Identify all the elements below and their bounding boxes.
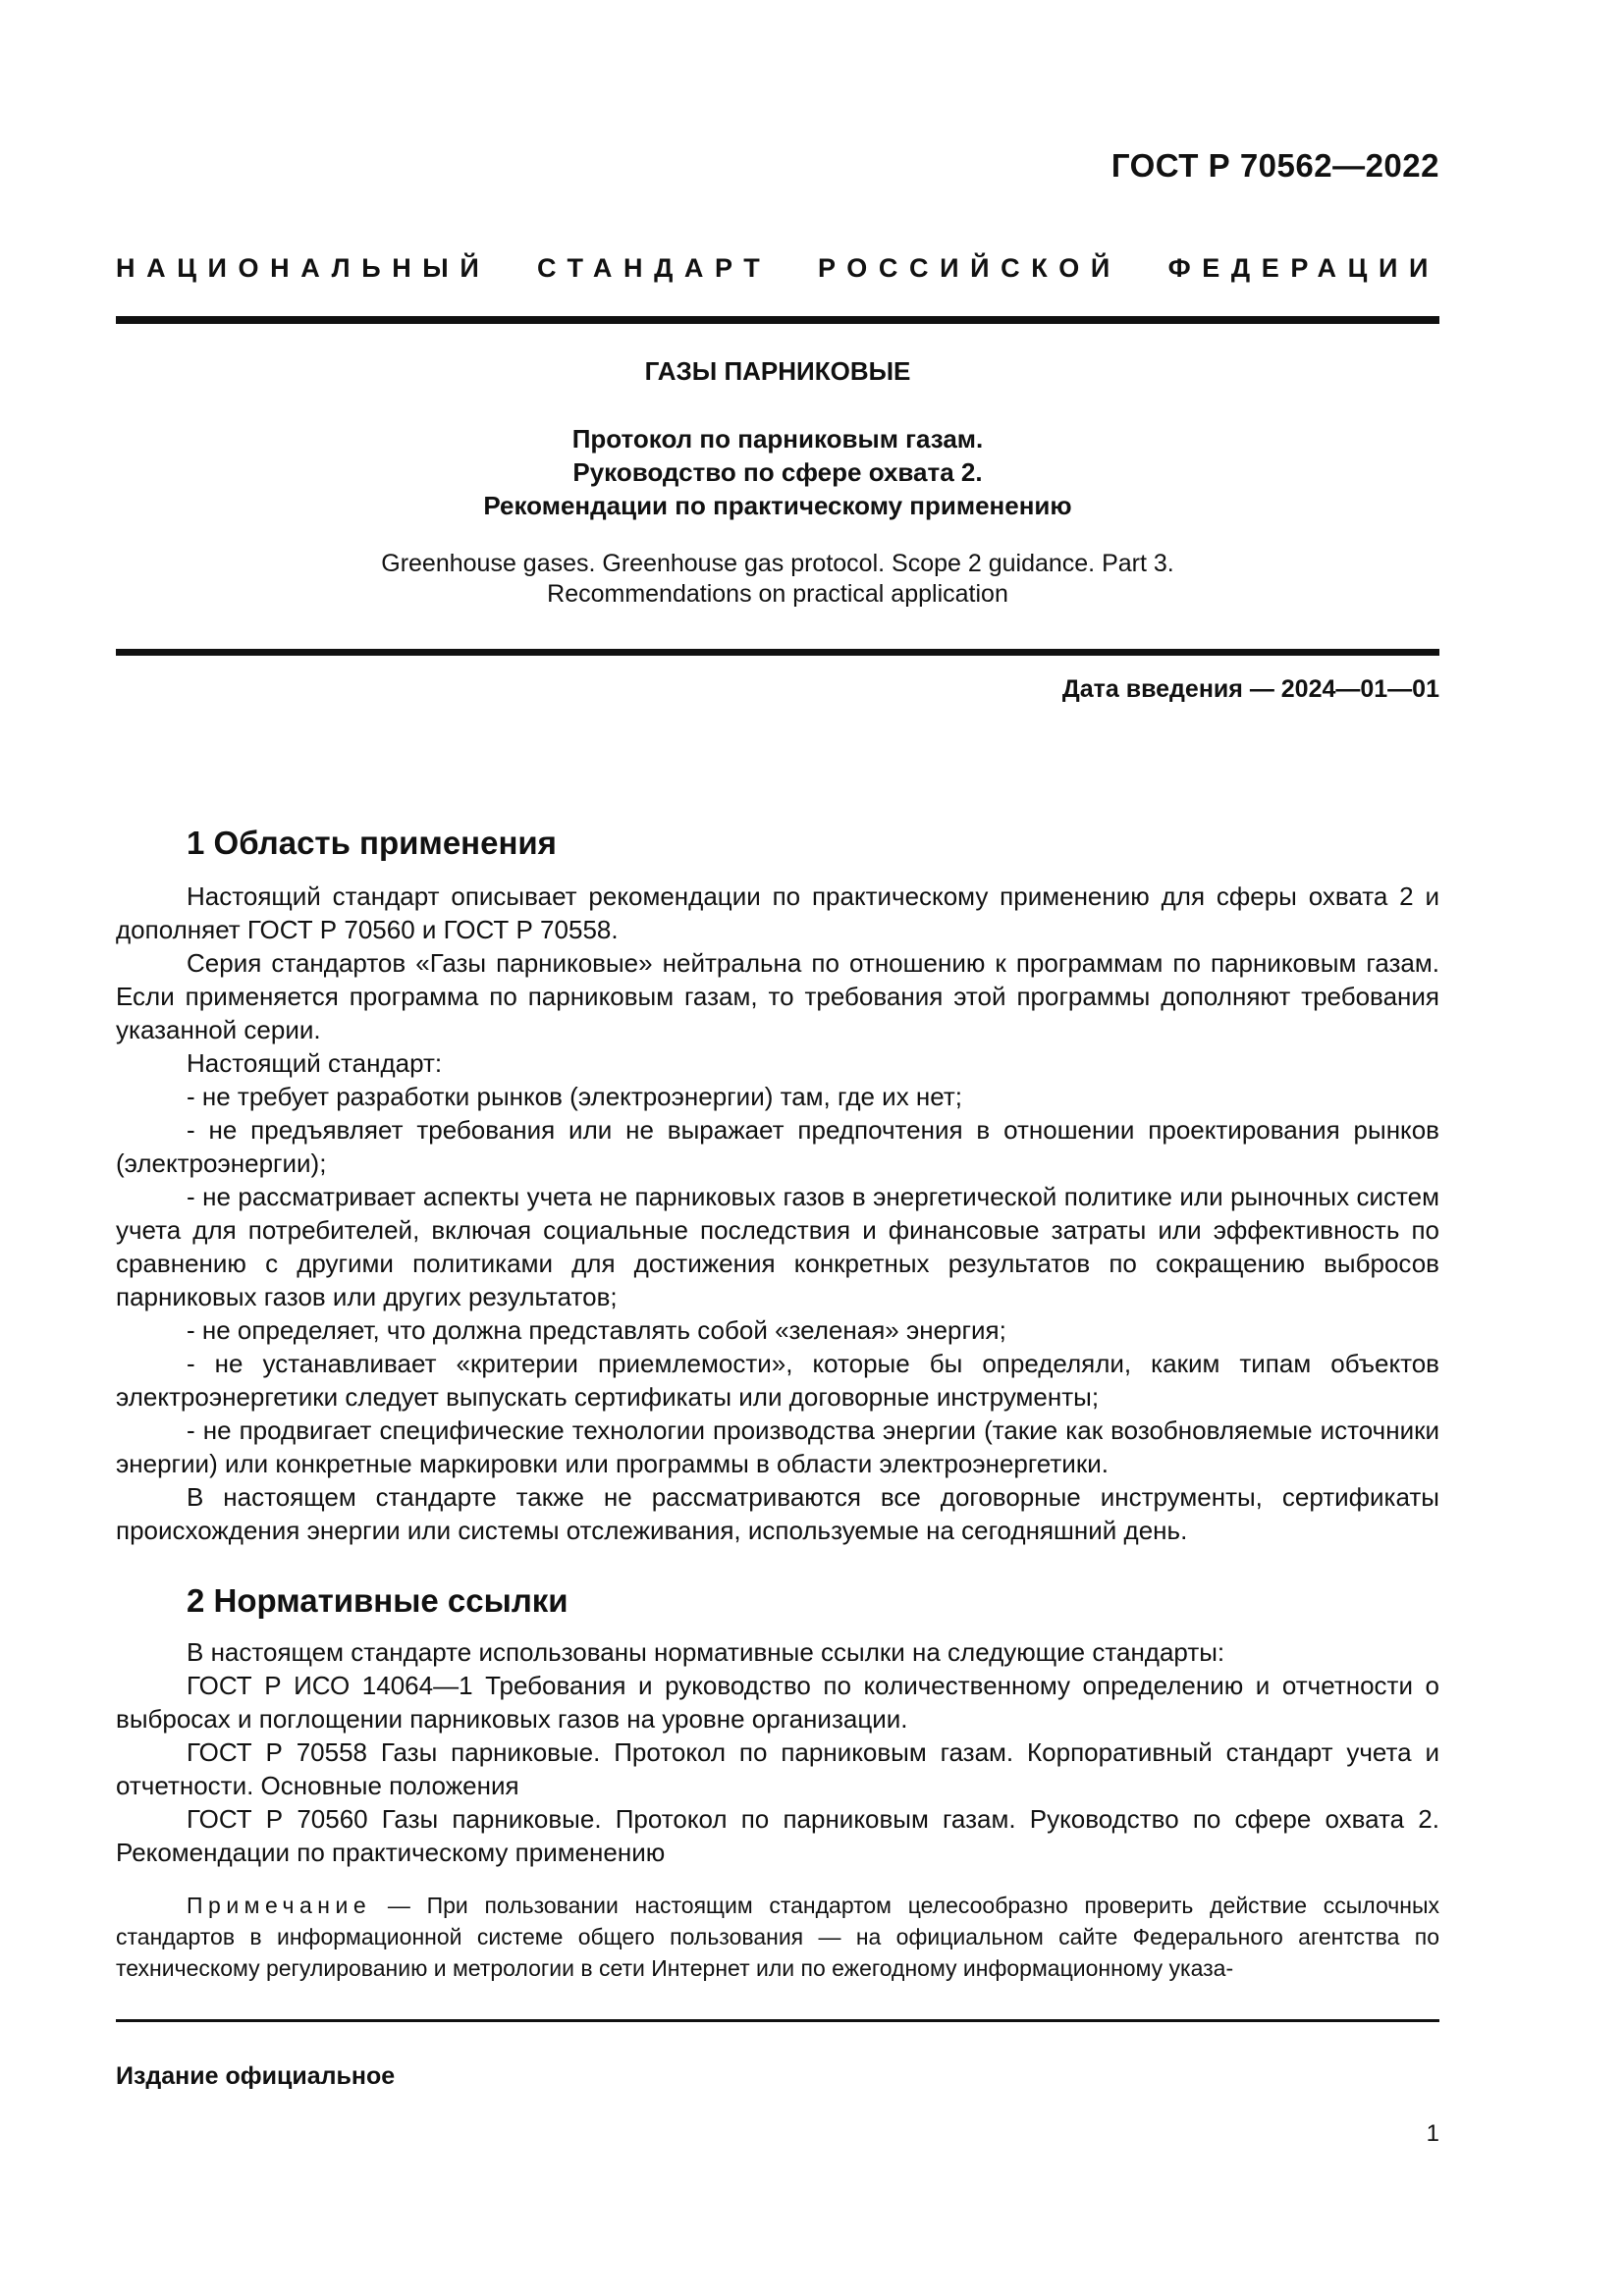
document-code: ГОСТ Р 70562—2022: [1110, 147, 1439, 184]
section-1-heading: 1 Область применения: [187, 825, 557, 861]
header-rule: [116, 316, 1439, 324]
document-subtitle: [116, 422, 1439, 522]
list-item: - не определяет, что должна представлять собой «зеленая» энергия;: [187, 1315, 1006, 1345]
english-title-line: Greenhouse gases. Greenhouse gas protocol. Scope 2 guidance. Part 3.: [381, 550, 1174, 577]
list-item: - не рассматривает аспекты учета не парниковых газов в энергетической политике или рыночных систем учета для потребителей, включая социальные последствия и финансовые затраты или эффективность по сравнению с другими политиками для достижения конкретных результатов по сокращению выбросов парниковых газов или других результатов;: [116, 1182, 1439, 1311]
subtitle-line: Руководство по сфере охвата 2.: [572, 457, 983, 487]
page-number: 1: [1426, 2120, 1439, 2147]
paragraph: Серия стандартов «Газы парниковые» нейтральна по отношению к программам по парниковым газам. Если применяется программа по парниковым газам, то требования этой программы дополняют требования указанной серии.: [116, 948, 1439, 1044]
document-title: ГАЗЫ ПАРНИКОВЫЕ: [644, 356, 911, 386]
section-2-body: [116, 1635, 1439, 1869]
title-rule: [116, 649, 1439, 656]
paragraph: Настоящий стандарт описывает рекомендации по практическому применению для сферы охвата 2 и дополняет ГОСТ Р 70560 и ГОСТ Р 70558.: [116, 881, 1439, 944]
subtitle-line: Протокол по парниковым газам.: [571, 424, 984, 454]
english-title: [116, 549, 1439, 610]
paragraph: В настоящем стандарте использованы нормативные ссылки на следующие стандарты:: [187, 1637, 1225, 1667]
edition-label: Издание официальное: [116, 2062, 396, 2090]
note-text: — При пользовании настоящим стандартом целесообразно проверить действие ссылочных стандартов в информационной системе общего пользования — на официальном сайте Федерального агентства по техническому регулированию и метрологии в сети Интернет или по ежегодному информационному указа-: [116, 1893, 1439, 1981]
reference-item: ГОСТ Р 70560 Газы парниковые. Протокол по парниковым газам. Руководство по сфере охвата 2. Рекомендации по практическому применению: [116, 1804, 1439, 1867]
list-item: - не требует разработки рынков (электроэнергии) там, где их нет;: [187, 1082, 963, 1111]
note-block: [116, 1890, 1439, 1984]
reference-item: ГОСТ Р 70558 Газы парниковые. Протокол по парниковым газам. Корпоративный стандарт учета и отчетности. Основные положения: [116, 1737, 1439, 1800]
national-standard-banner: НАЦИОНАЛЬНЫЙ СТАНДАРТ РОССИЙСКОЙ ФЕДЕРАЦИИ: [116, 253, 1439, 283]
subtitle-line: Рекомендации по практическому применению: [483, 491, 1072, 520]
section-1-body: [116, 880, 1439, 1547]
introduction-date: Дата введения — 2024—01—01: [1061, 675, 1439, 703]
list-item: - не продвигает специфические технологии производства энергии (такие как возобновляемые источники энергии) или конкретные маркировки или программы в области электроэнергетики.: [116, 1415, 1439, 1478]
paragraph: В настоящем стандарте также не рассматриваются все договорные инструменты, сертификаты происхождения энергии или системы отслеживания, используемые на сегодняшний день.: [116, 1482, 1439, 1545]
english-title-line: Recommendations on practical application: [547, 580, 1008, 608]
note-paragraph: [116, 1890, 1439, 1984]
paragraph: Настоящий стандарт:: [187, 1048, 443, 1078]
section-2-heading: 2 Нормативные ссылки: [187, 1582, 568, 1619]
footer-rule: [116, 2019, 1439, 2022]
reference-item: ГОСТ Р ИСО 14064—1 Требования и руководство по количественному определению и отчетности о выбросах и поглощении парниковых газов на уровне организации.: [116, 1671, 1439, 1734]
note-label: Примечание: [187, 1893, 372, 1918]
list-item: - не устанавливает «критерии приемлемости», которые бы определяли, каким типам объектов электроэнергетики следует выпускать сертификаты или договорные инструменты;: [116, 1349, 1439, 1412]
list-item: - не предъявляет требования или не выражает предпочтения в отношении проектирования рынков (электроэнергии);: [116, 1115, 1439, 1178]
